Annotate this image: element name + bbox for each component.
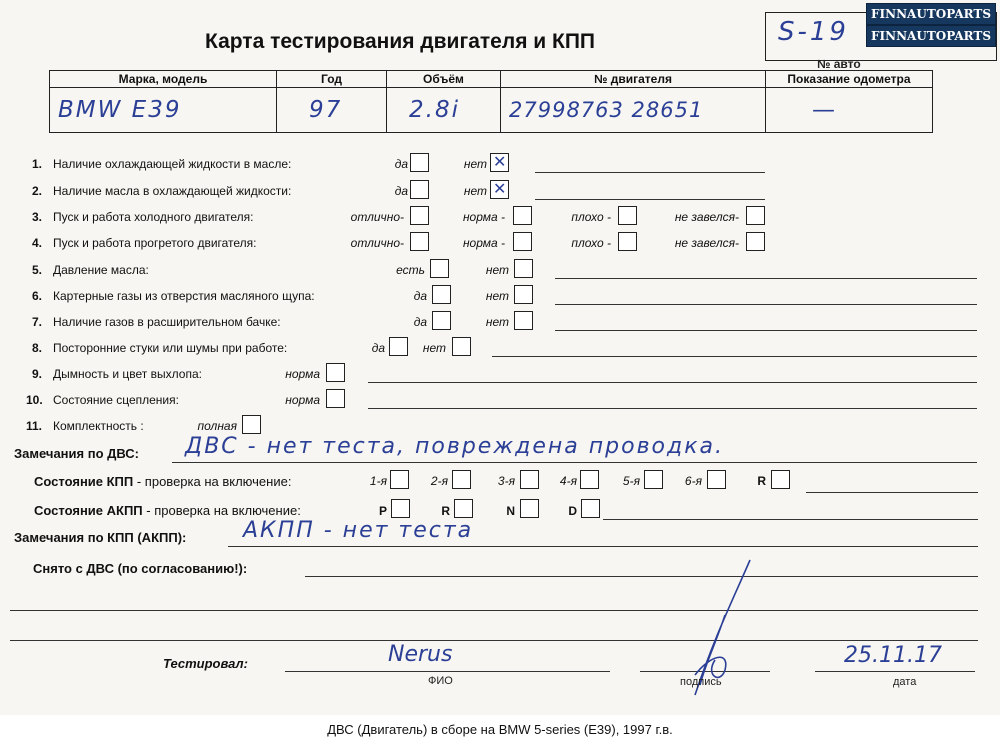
question-text: Наличие газов в расширительном бачке: xyxy=(53,315,281,329)
selector-position-label: N xyxy=(506,504,515,518)
selector-position-checkbox[interactable] xyxy=(391,499,410,518)
option-label: норма - xyxy=(462,210,505,224)
option-label: нет xyxy=(422,341,446,355)
question-number: 11. xyxy=(26,419,43,433)
option-checkbox[interactable] xyxy=(326,389,345,408)
model-cell xyxy=(50,88,277,133)
option-checkbox[interactable] xyxy=(514,259,533,278)
question-number: 3. xyxy=(32,210,43,224)
option-checkbox[interactable] xyxy=(618,232,637,251)
date-caption: дата xyxy=(893,676,917,688)
question-text: Пуск и работа холодного двигателя: xyxy=(53,210,254,224)
option-checkbox[interactable] xyxy=(490,180,509,199)
gear-checkbox[interactable] xyxy=(580,470,599,489)
option-checkbox[interactable] xyxy=(514,311,533,330)
gear-checkbox[interactable] xyxy=(644,470,663,489)
header-row xyxy=(50,71,933,88)
question-text: Наличие масла в охлаждающей жидкости: xyxy=(53,184,292,198)
option-label: нет xyxy=(463,157,487,171)
gear-label: 1-я xyxy=(369,474,387,488)
question-number: 9. xyxy=(32,367,43,381)
option-label: не завелся- xyxy=(674,236,739,250)
selector-position-label: P xyxy=(378,504,387,518)
option-label: отлично- xyxy=(350,210,404,224)
question-number: 8. xyxy=(32,341,43,355)
selector-position-label: R xyxy=(441,504,450,518)
gear-label: 2-я xyxy=(430,474,448,488)
option-checkbox[interactable] xyxy=(326,363,345,382)
engine-number-value: 27998763 28651 xyxy=(509,98,704,122)
option-label: норма xyxy=(285,393,320,407)
option-checkbox[interactable] xyxy=(490,153,509,172)
question-text: Комплектность : xyxy=(53,419,144,433)
auto-gearbox-sub: - проверка на включение: xyxy=(142,503,301,518)
option-checkbox[interactable] xyxy=(410,232,429,251)
question-number: 1. xyxy=(32,157,43,171)
manual-gearbox-label: Состояние КПП xyxy=(34,474,134,489)
notes-line xyxy=(368,382,977,383)
question-number: 10. xyxy=(26,393,43,407)
notes-line xyxy=(368,408,977,409)
option-label: нет xyxy=(485,289,509,303)
engine-remarks-line xyxy=(172,462,977,463)
question-text: Посторонние стуки или шумы при работе: xyxy=(53,341,288,355)
selector-position-checkbox[interactable] xyxy=(454,499,473,518)
tester-name-line xyxy=(285,671,610,672)
photo-caption: ДВС (Двигатель) в сборе на BMW 5-series (E39), 1997 г.в. xyxy=(327,722,673,737)
engine-remarks-value: ДВС - нет теста, повреждена проводка. xyxy=(185,434,724,459)
notes-line xyxy=(492,356,977,357)
option-label: нет xyxy=(485,315,509,329)
question-text: Наличие охлаждающей жидкости в масле: xyxy=(53,157,292,171)
option-label: нет xyxy=(463,184,487,198)
header-engine-number: № двигателя xyxy=(501,71,766,88)
notes-line xyxy=(535,199,765,200)
question-number: 7. xyxy=(32,315,43,329)
option-label: есть xyxy=(396,263,425,277)
selector-position-label: D xyxy=(568,504,577,518)
manual-gearbox-sub: - проверка на включение: xyxy=(133,474,292,489)
auto-gearbox-line xyxy=(603,519,978,520)
watermark-logo-2: FINNAUTOPARTS xyxy=(866,25,996,47)
tested-by-label: Тестировал: xyxy=(163,656,248,671)
option-label: да xyxy=(371,341,385,355)
card-number-handwritten: S-19 xyxy=(778,17,849,47)
option-label: да xyxy=(413,289,427,303)
question-text: Дымность и цвет выхлопа: xyxy=(53,367,202,381)
gear-label: 5-я xyxy=(622,474,640,488)
date-line xyxy=(815,671,975,672)
question-number: 6. xyxy=(32,289,43,303)
manual-gearbox-row-label xyxy=(34,473,291,491)
odometer-value: — xyxy=(812,97,837,123)
option-label: да xyxy=(394,157,408,171)
year-value: 97 xyxy=(309,97,343,123)
engine-number-cell xyxy=(501,88,766,133)
gearbox-remarks-line xyxy=(228,546,978,547)
year-cell xyxy=(277,88,387,133)
option-checkbox[interactable] xyxy=(242,415,261,434)
volume-cell xyxy=(387,88,501,133)
question-number: 4. xyxy=(32,236,43,250)
option-checkbox[interactable] xyxy=(432,311,451,330)
gear-checkbox[interactable] xyxy=(390,470,409,489)
option-checkbox[interactable] xyxy=(452,337,471,356)
option-label: не завелся- xyxy=(674,210,739,224)
manual-gearbox-line xyxy=(806,492,978,493)
watermark-logo-1: FINNAUTOPARTS xyxy=(866,3,996,25)
option-label: да xyxy=(394,184,408,198)
gear-label: 6-я xyxy=(684,474,702,488)
card-title: Карта тестирования двигателя и КПП xyxy=(205,30,596,53)
tester-name-value: Nerus xyxy=(388,642,453,667)
gear-checkbox[interactable] xyxy=(520,470,539,489)
value-row xyxy=(50,88,933,133)
option-label: нет xyxy=(485,263,509,277)
gear-checkbox[interactable] xyxy=(707,470,726,489)
vehicle-info-table xyxy=(49,70,933,133)
selector-position-checkbox[interactable] xyxy=(581,499,600,518)
question-text: Картерные газы из отверстия масляного щупа: xyxy=(53,289,315,303)
option-checkbox[interactable] xyxy=(410,153,429,172)
notes-line xyxy=(555,304,977,305)
option-label: да xyxy=(413,315,427,329)
option-label: норма - xyxy=(462,236,505,250)
odometer-cell xyxy=(766,88,933,133)
gear-label: R xyxy=(757,474,766,488)
auto-gearbox-label: Состояние АКПП xyxy=(34,503,143,518)
notes-line xyxy=(555,330,977,331)
option-label: плохо - xyxy=(571,236,611,250)
header-model: Марка, модель xyxy=(50,71,277,88)
question-text: Состояние сцепления: xyxy=(53,393,179,407)
option-checkbox[interactable] xyxy=(746,232,765,251)
option-checkbox[interactable] xyxy=(618,206,637,225)
option-checkbox[interactable] xyxy=(746,206,765,225)
option-label: полная xyxy=(197,419,237,433)
option-label: норма xyxy=(285,367,320,381)
option-checkbox[interactable] xyxy=(514,285,533,304)
volume-value: 2.8i xyxy=(409,97,460,123)
model-value: BMW E39 xyxy=(58,97,182,123)
option-checkbox[interactable] xyxy=(513,232,532,251)
question-text: Пуск и работа прогретого двигателя: xyxy=(53,236,257,250)
gear-checkbox[interactable] xyxy=(452,470,471,489)
auto-number-label: № авто xyxy=(817,57,861,71)
gearbox-remarks-value: АКПП - нет теста xyxy=(243,518,474,543)
option-checkbox[interactable] xyxy=(389,337,408,356)
date-value: 25.11.17 xyxy=(844,643,942,668)
notes-line xyxy=(555,278,977,279)
option-checkbox[interactable] xyxy=(430,259,449,278)
engine-remarks-label: Замечания по ДВС: xyxy=(14,446,139,461)
notes-line xyxy=(535,172,765,173)
header-volume: Объём xyxy=(387,71,501,88)
removed-line-2 xyxy=(10,610,978,611)
option-checkbox[interactable] xyxy=(432,285,451,304)
header-odometer: Показание одометра xyxy=(766,71,933,88)
option-checkbox[interactable] xyxy=(513,206,532,225)
question-text: Давление масла: xyxy=(53,263,149,277)
tester-name-caption: ФИО xyxy=(428,675,453,687)
selector-position-checkbox[interactable] xyxy=(520,499,539,518)
option-checkbox[interactable] xyxy=(410,180,429,199)
gear-label: 4-я xyxy=(559,474,577,488)
gear-checkbox[interactable] xyxy=(771,470,790,489)
gear-label: 3-я xyxy=(497,474,515,488)
signature-caption: подпись xyxy=(680,676,722,688)
removed-line-3 xyxy=(10,640,978,641)
removed-line-1 xyxy=(305,576,978,577)
question-number: 2. xyxy=(32,184,43,198)
gearbox-remarks-label: Замечания по КПП (АКПП): xyxy=(14,530,187,545)
option-label: отлично- xyxy=(350,236,404,250)
option-checkbox[interactable] xyxy=(410,206,429,225)
option-label: плохо - xyxy=(571,210,611,224)
question-number: 5. xyxy=(32,263,43,277)
removed-label: Снято с ДВС (по согласованию!): xyxy=(33,561,248,576)
header-year: Год xyxy=(277,71,387,88)
